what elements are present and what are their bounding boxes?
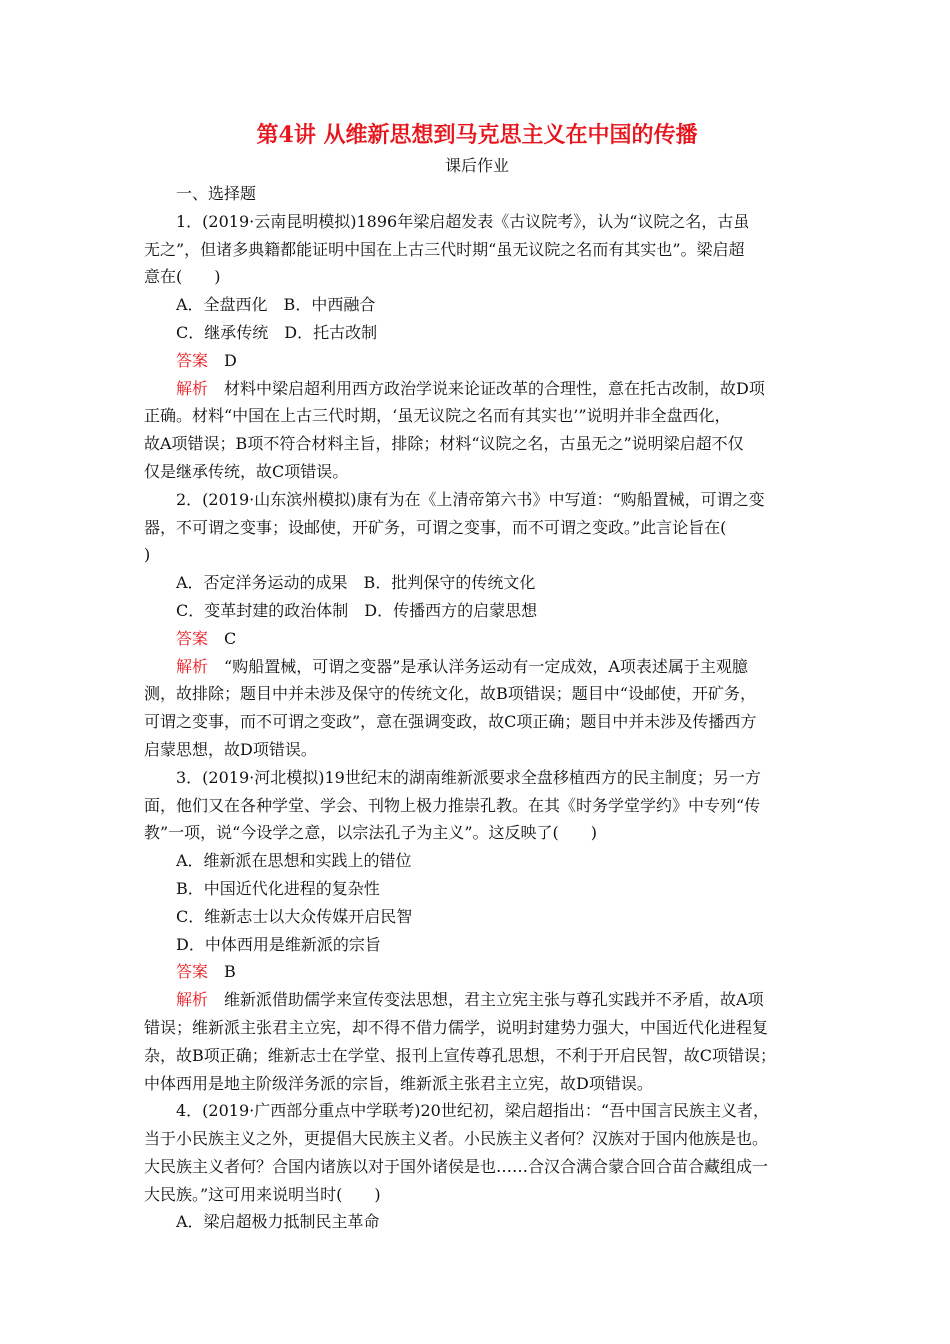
analysis-label: 解析	[176, 378, 209, 398]
question-stem-line: 无之”，但诸多典籍都能证明中国在上古三代时期“虽无议院之名而有其实也”。梁启超	[144, 239, 745, 259]
answer-value: C	[224, 628, 237, 648]
page-subtitle: 课后作业	[444, 156, 509, 175]
analysis-text: 测，故排除；题目中并未涉及保守的传统文化，故B项错误；题目中“设邮使，开矿务，	[144, 684, 756, 704]
page-title: 第4讲 从维新思想到马克思主义在中国的传播	[256, 122, 698, 148]
analysis-text: 故A项错误；B项不符合材料主旨，排除；材料“议院之名，古虽无之”说明梁启超不仅	[144, 434, 744, 454]
question-stem-line: 面，他们又在各种学堂、学会、刊物上极力推崇孔教。在其《时务学堂学约》中专列“传	[144, 795, 761, 815]
analysis-line	[144, 986, 810, 1014]
question-stem-line: 4．(2019·广西部分重点中学联考)20世纪初，梁启超指出：“吾中国言民族主义者，	[176, 1101, 770, 1121]
answer-value: B	[224, 962, 236, 982]
question-option: A．维新派在思想和实践上的错位	[176, 851, 412, 871]
question-stem-line: 1．(2019·云南昆明模拟)1896年梁启超发表《古议院考》，认为“议院之名，古虽	[176, 211, 750, 231]
question-options: A．否定洋务运动的成果 B．批判保守的传统文化	[176, 573, 536, 593]
answer-line	[144, 958, 810, 986]
analysis-text: 仅是继承传统，故C项错误。	[144, 461, 349, 481]
analysis-text: 启蒙思想，故D项错误。	[144, 739, 317, 759]
analysis-text: 维新派借助儒学来宣传变法思想，君主立宪主张与尊孔实践并不矛盾，故A项	[224, 990, 764, 1010]
analysis-text: 可谓之变事，而不可谓之变政”，意在强调变政，故C项正确；题目中并未涉及传播西方	[144, 712, 757, 732]
question-option: B．中国近代化进程的复杂性	[176, 878, 380, 898]
question-stem-line: 2．(2019·山东滨州模拟)康有为在《上清帝第六书》中写道：“购船置械，可谓之变	[176, 489, 765, 509]
question-1	[144, 208, 810, 486]
question-3	[144, 764, 810, 1098]
question-option: A．梁启超极力抵制民主革命	[176, 1212, 380, 1232]
answer-label: 答案	[176, 350, 209, 370]
question-stem-line: 当于小民族主义之外，更提倡大民族主义者。小民族主义者何？汉族对于国内他族是也。	[144, 1129, 769, 1149]
question-4	[144, 1097, 810, 1236]
question-options: C．变革封建的政治体制 D．传播西方的启蒙思想	[176, 600, 538, 620]
question-stem-line: 大民族。”这可用来说明当时( )	[144, 1184, 381, 1204]
question-stem-line: )	[144, 545, 151, 565]
section-heading: 一、选择题	[176, 184, 257, 203]
analysis-text: 杂，故B项正确；维新志士在学堂、报刊上宣传尊孔思想，不利于开启民智，故C项错误；	[144, 1045, 777, 1065]
analysis-label: 解析	[176, 990, 209, 1010]
analysis-text: 正确。材料“中国在上古三代时期，‘虽无议院之名而有其实也’”说明并非全盘西化，	[144, 406, 731, 426]
answer-label: 答案	[176, 962, 209, 982]
question-2	[144, 486, 810, 764]
question-stem-line: 器，不可谓之变事；设邮使，开矿务，可谓之变事，而不可谓之变政。”此言论旨在(	[144, 517, 727, 537]
answer-value: D	[224, 350, 237, 370]
analysis-line	[144, 375, 810, 403]
question-option: D．中体西用是维新派的宗旨	[176, 934, 381, 954]
question-options: C．继承传统 D．托古改制	[176, 322, 378, 342]
analysis-text: 中体西用是地主阶级洋务派的宗旨，维新派主张君主立宪，故D项错误。	[144, 1073, 653, 1093]
analysis-text: “购船置械，可谓之变器”是承认洋务运动有一定成效，A项表述属于主观臆	[224, 656, 748, 676]
analysis-text: 材料中梁启超利用西方政治学说来论证改革的合理性，意在托古改制，故D项	[224, 378, 765, 398]
question-option: C．维新志士以大众传媒开启民智	[176, 906, 413, 926]
analysis-text: 错误；维新派主张君主立宪，却不得不借力儒学，说明封建势力强大，中国近代化进程复	[144, 1017, 769, 1037]
answer-line	[144, 347, 810, 375]
analysis-label: 解析	[176, 656, 209, 676]
question-stem-line: 教”一项，说“今设学之意，以宗法孔子为主义”。这反映了( )	[144, 823, 598, 843]
question-stem-line: 3．(2019·河北模拟)19世纪末的湖南维新派要求全盘移植西方的民主制度；另一方	[176, 767, 761, 787]
answer-line	[144, 625, 810, 653]
document-page	[144, 118, 810, 1236]
analysis-line	[144, 653, 810, 681]
answer-label: 答案	[176, 628, 209, 648]
question-stem-line: 大民族主义者何？合国内诸族以对于国外诸侯是也……合汉合满合蒙合回合苗合藏组成一	[144, 1156, 769, 1176]
question-stem-line: 意在( )	[144, 267, 221, 287]
question-options: A．全盘西化 B．中西融合	[176, 295, 376, 315]
